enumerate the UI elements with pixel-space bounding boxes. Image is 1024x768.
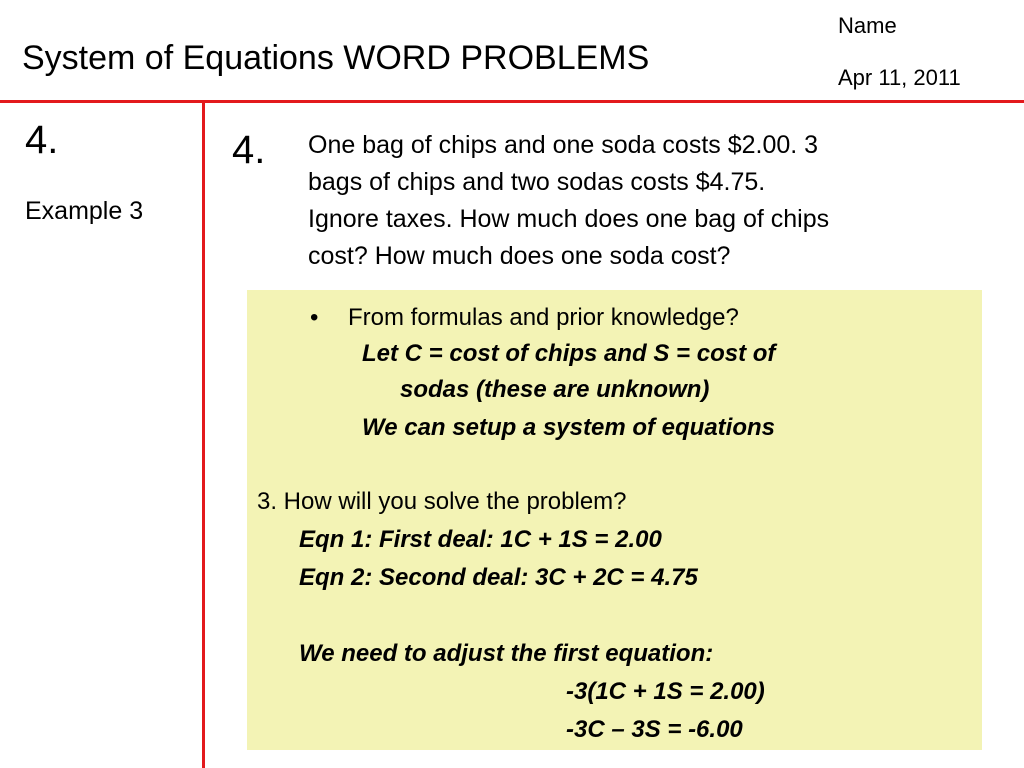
multiplied-equation: -3(1C + 1S = 2.00) (566, 678, 765, 705)
problem-line: Ignore taxes. How much does one bag of chips (308, 205, 830, 233)
adjust-statement: We need to adjust the first equation: (299, 640, 714, 667)
equation-1: Eqn 1: First deal: 1C + 1S = 2.00 (299, 526, 662, 553)
bullet-text: From formulas and prior knowledge? (348, 304, 739, 331)
header-divider (0, 100, 1024, 103)
problem-line: One bag of chips and one soda costs $2.00. 3 (308, 131, 819, 159)
equation-2: Eqn 2: Second deal: 3C + 2C = 4.75 (299, 564, 698, 591)
example-label: Example 3 (25, 197, 144, 225)
problem-line: bags of chips and two sodas costs $4.75. (308, 168, 766, 196)
solution-box (247, 290, 982, 750)
left-problem-number: 4. (25, 118, 59, 162)
problem-number: 4. (232, 128, 266, 172)
setup-statement: We can setup a system of equations (362, 414, 776, 441)
margin-divider (202, 100, 205, 768)
result-equation: -3C – 3S = -6.00 (566, 716, 743, 743)
step-3-question: 3. How will you solve the problem? (257, 488, 627, 515)
date-label: Apr 11, 2011 (838, 65, 961, 90)
problem-statement (308, 127, 988, 275)
let-definition-line-2: sodas (these are unknown) (400, 376, 710, 403)
page-title: System of Equations WORD PROBLEMS (22, 39, 650, 77)
bullet-icon: • (310, 304, 319, 331)
problem-line: cost? How much does one soda cost? (308, 242, 731, 270)
name-label: Name (838, 13, 897, 38)
let-definition-line-1: Let C = cost of chips and S = cost of (362, 340, 776, 367)
